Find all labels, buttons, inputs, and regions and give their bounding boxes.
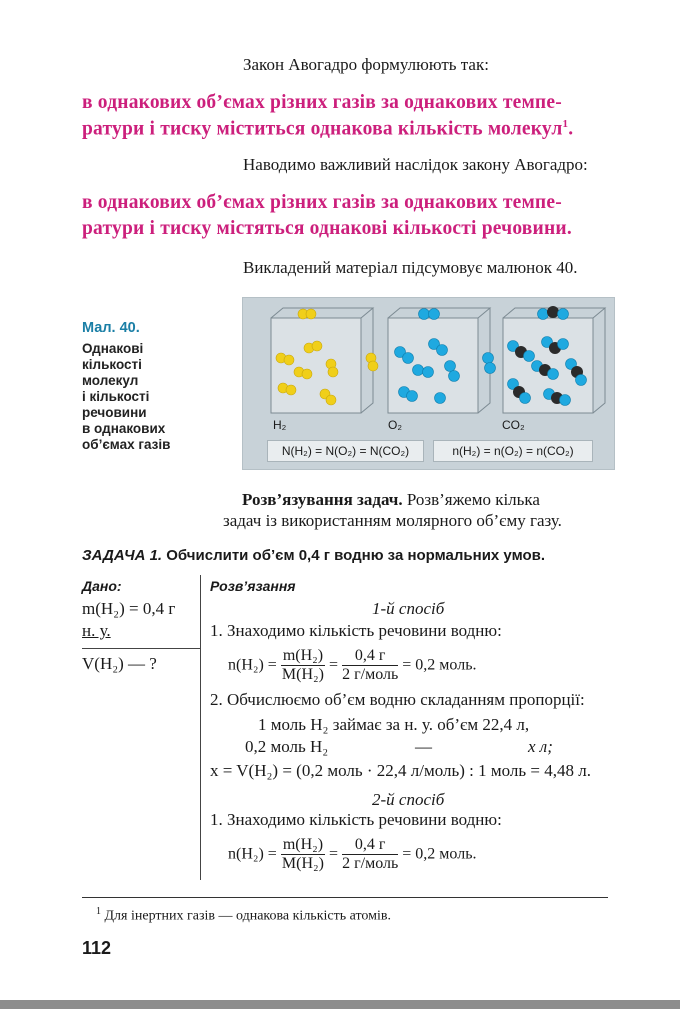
consequence-line-2: ратури і тиску містяться однакові кількості речовини. <box>82 218 572 239</box>
given-label: Дано: <box>82 578 122 594</box>
formula-1-frac-a-den: M(H₂) <box>281 666 324 683</box>
problems-intro-line-2: задач із використанням молярного об’єму газу. <box>223 511 562 530</box>
given-conditions: н. у. <box>82 621 111 640</box>
find-volume: V(H₂) — ? <box>82 654 157 673</box>
cube-h2 <box>271 308 378 413</box>
step-2: 2. Обчислюємо об’єм водню складанням пропорції: <box>210 690 585 709</box>
consequence-line-1: в однакових об’ємах різних газів за однакових темпе- <box>82 192 562 213</box>
x-calculation: x = V(H₂) = (0,2 моль · 22,4 л/моль) : 1 моль = 4,48 л. <box>210 761 591 780</box>
caption-line: кількості <box>82 357 142 372</box>
formula-2-frac-b-den: 2 г/моль <box>342 855 399 872</box>
law-line-2-text: ратури і тиску міститься однакова кількість молекул <box>82 118 563 140</box>
problems-intro-line-1 <box>242 490 540 510</box>
proportion-line-2-left: 0,2 моль H₂ <box>245 737 329 756</box>
figure-panel <box>242 297 615 470</box>
proportion-line-2-dash: — <box>415 737 432 756</box>
formula-2-result: = 0,2 моль. <box>402 845 477 863</box>
intro-law: Закон Авогадро формулюють так: <box>243 55 489 74</box>
formula-2-frac-a <box>281 836 325 873</box>
proportion-line-2-right: x л; <box>528 737 553 756</box>
cube-o2-front <box>388 318 478 413</box>
cube-co2 <box>503 306 605 413</box>
label-o2: O₂ <box>388 418 402 432</box>
caption-line: молекул <box>82 373 139 388</box>
method-2-label: 2-й спосіб <box>372 790 445 809</box>
caption-line: об’ємах газів <box>82 437 171 452</box>
method-1-label: 1-й спосіб <box>372 599 445 618</box>
figure-caption <box>82 341 170 453</box>
task-label: ЗАДАЧА 1. <box>82 547 163 564</box>
consequence-intro: Наводимо важливий наслідок закону Авогадро: <box>243 155 588 174</box>
formula-2-frac-b <box>342 836 398 873</box>
label-co2: CO₂ <box>502 418 525 432</box>
formula-1-lhs: n(H₂) = <box>228 656 281 674</box>
figure-title: Мал. 40. <box>82 320 140 336</box>
footnote <box>96 906 391 925</box>
law-line-2 <box>82 118 573 141</box>
formula-1-frac-b-num: 0,4 г <box>342 647 398 666</box>
problems-intro-rest: Розв’яжемо кілька <box>402 490 540 509</box>
caption-line: Однакові <box>82 341 144 356</box>
solution-divider-vertical <box>200 575 201 880</box>
step-1b: 1. Знаходимо кількість речовини водню: <box>210 810 502 829</box>
formula-2-frac-a-num: m(H₂) <box>282 836 324 853</box>
formula-1: n(H₂) = $\frac{\text{m(H₂)}}{\text{M(H₂)}}$ = $\frac{0,4 г}{\text{2 г/моль}}$ = 0,2 моль. <box>228 647 477 683</box>
formula-1-frac-b-den: 2 г/моль <box>342 666 399 683</box>
proportion-line-1: 1 моль H₂ займає за н. у. об’єм 22,4 л, <box>258 715 530 734</box>
footnote-text: Для інертних газів — однакова кількість атомів. <box>101 908 391 924</box>
cube-h2-front <box>271 318 361 413</box>
footnote-rule <box>82 897 608 898</box>
formula-2-frac-b-num: 0,4 г <box>342 836 398 855</box>
label-h2: H₂ <box>273 418 287 432</box>
given-mass: m(H₂) = 0,4 г <box>82 599 176 618</box>
caption-line: в однакових <box>82 421 166 436</box>
formula-1-frac-a <box>281 647 325 684</box>
summary-line: Викладений матеріал підсумовує малюнок 40. <box>243 258 578 277</box>
formula-1-frac-b <box>342 647 398 684</box>
footnote-mark: 1 <box>96 906 101 917</box>
equation-molecules: N(H₂) = N(O₂) = N(CO₂) <box>267 440 424 462</box>
equation-amounts: n(H₂) = n(O₂) = n(CO₂) <box>433 440 593 462</box>
cube-o2 <box>388 308 496 413</box>
task-header <box>82 547 545 564</box>
problems-intro-bold: Розв’язування задач. <box>242 490 403 509</box>
caption-line: і кількості <box>82 389 150 404</box>
law-line-1: в однакових об’ємах різних газів за однакових темпе- <box>82 92 562 113</box>
formula-1-result: = 0,2 моль. <box>402 656 477 674</box>
solution-label: Розв’язання <box>210 578 296 594</box>
task-text: Обчислити об’єм 0,4 г водню за нормальних умов. <box>162 547 546 564</box>
law-footnote-mark: 1 <box>562 118 569 130</box>
formula-2-lhs: n(H₂) = <box>228 845 281 863</box>
formula-2: n(H₂) = $\frac{\text{m(H₂)}}{\text{M(H₂)}}$ = $\frac{0,4 г}{\text{2 г/моль}}$ = 0,2 моль. <box>228 836 477 872</box>
formula-2-frac-a-den: M(H₂) <box>281 855 324 872</box>
page-number: 112 <box>82 938 112 958</box>
step-1: 1. Знаходимо кількість речовини водню: <box>210 621 502 640</box>
given-divider-horizontal <box>82 648 200 649</box>
formula-1-frac-a-num: m(H₂) <box>282 647 324 664</box>
caption-line: речовини <box>82 405 147 420</box>
bottom-edge-bar <box>0 1000 680 1009</box>
law-line-2-end: . <box>568 118 574 140</box>
